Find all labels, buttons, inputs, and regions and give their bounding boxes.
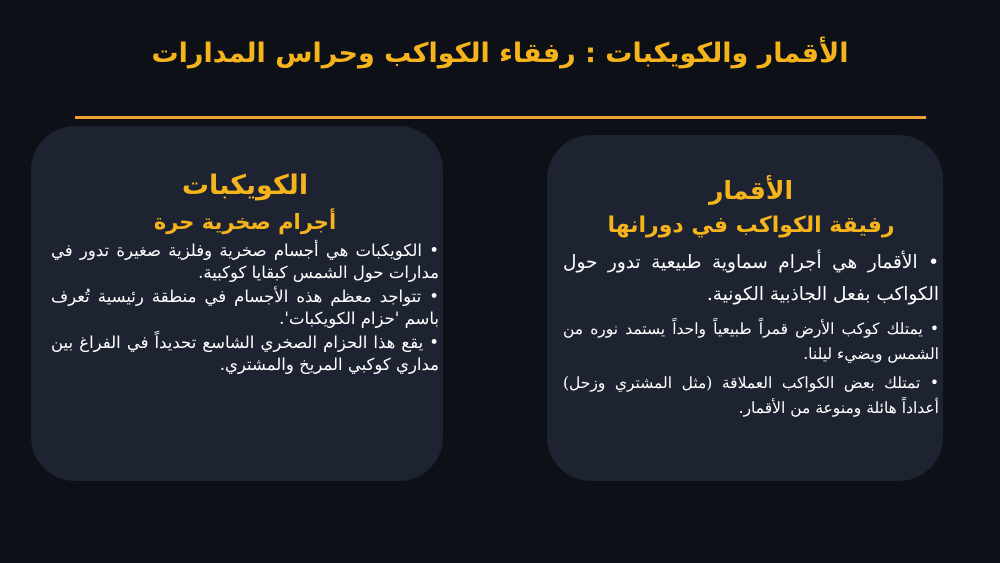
asteroids-heading: الكويكبات: [181, 170, 309, 201]
asteroids-bullet-3: • يقع هذا الحزام الصخري الشاسع تحديداً في الفراغ بين مداري كوكبي المريخ والمشتري.: [51, 333, 439, 374]
title-divider: [75, 116, 926, 119]
asteroids-card: [31, 126, 443, 481]
asteroids-subheading: أجرام صخرية حرة: [153, 210, 337, 234]
moons-subheading: رفيقة الكواكب في دورانها: [607, 213, 895, 238]
moons-heading: الأقمار: [708, 176, 794, 205]
moons-bullet-2: • يمتلك كوكب الأرض قمراً طبيعياً واحداً يستمد نوره من الشمس ويضيء ليلنا.: [563, 320, 939, 363]
asteroids-bullet-2: • تتواجد معظم هذه الأجسام في منطقة رئيسية تُعرف باسم 'حزام الكويكبات'.: [51, 287, 439, 328]
moons-card: [547, 135, 943, 481]
moons-bullet-1: • الأقمار هي أجرام سماوية طبيعية تدور حول الكواكب بفعل الجاذبية الكونية.: [563, 252, 939, 305]
slide-title: الأقمار والكويكبات : رفقاء الكواكب وحراس المدارات: [151, 38, 849, 69]
asteroids-bullet-1: • الكويكبات هي أجسام صخرية وفلزية صغيرة تدور في مدارات حول الشمس كبقايا كوكبية.: [51, 241, 439, 282]
moons-bullet-3: • تمتلك بعض الكواكب العملاقة (مثل المشتري وزحل) أعداداً هائلة ومنوعة من الأقمار.: [563, 374, 939, 417]
